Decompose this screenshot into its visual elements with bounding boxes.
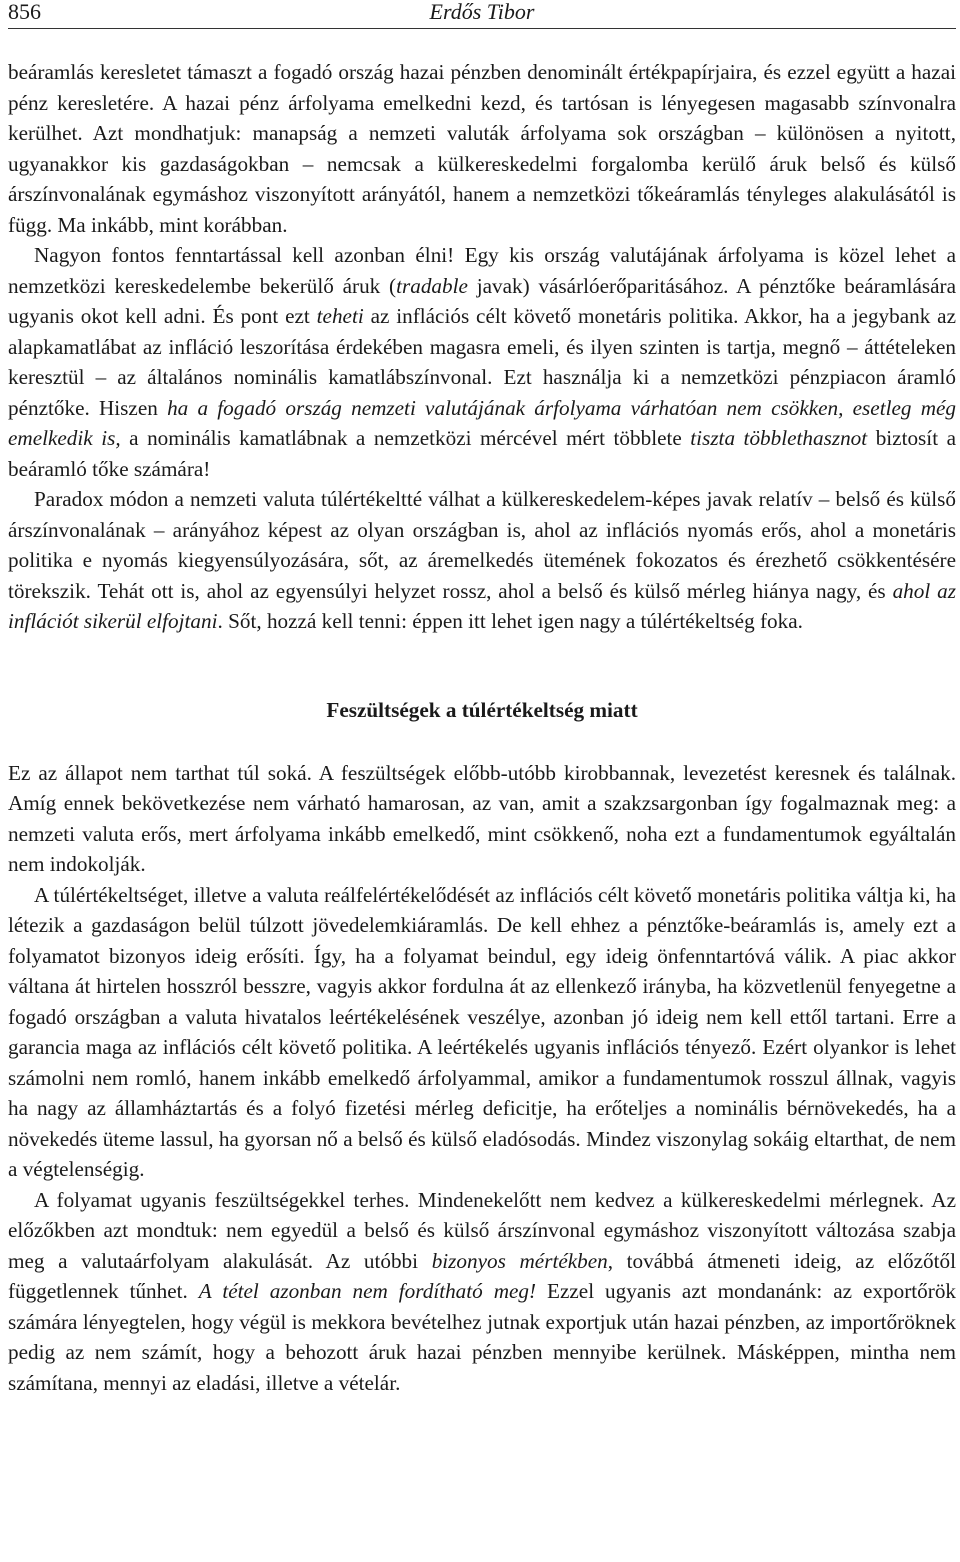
running-head: Erdős Tibor	[429, 0, 535, 24]
article-body	[8, 57, 956, 1398]
italic-text: bizonyos mértékben	[431, 1248, 608, 1273]
text-run: , továbbá átmeneti ideig, az előzőtől függetlennek tűnhet.	[8, 1248, 956, 1303]
page	[8, 0, 956, 1398]
paragraph	[8, 484, 956, 637]
page-header	[8, 0, 956, 29]
paragraph	[8, 240, 956, 484]
text-run: Ez az állapot nem tarthat túl soká. A feszültségek előbb-utóbb kirobbannak, levezetést keresnek és találnak. Amíg ennek bekövetkezése nem várható hamarosan, az van, amit a szakzsargonban így fogalmaznak meg: a nemzeti valuta erős, mert árfolyama inkább emelkedő, mint csökkenő, noha ezt a fundamentumok egyáltalán nem indokolják.	[8, 760, 956, 876]
text-run: javak) vásárlóerőparitásához. A pénztőke beáramlására ugyanis okot kell adni. És pont ezt	[8, 273, 956, 328]
text-run: . Sőt, hozzá kell tenni: éppen itt lehet igen nagy a túlértékeltség foka.	[217, 609, 803, 633]
text-run: A túlértékeltséget, illetve a valuta reálfelértékelődését az inflációs célt követő monetáris politika váltja ki, ha létezik a gazdaságon belül túlzott jövedelemkiáramlás. De kell ehhez a pénztőke-beáramlás is, amely ezt a folyamatot bizonyos ideig erősíti. Így, ha a folyamat beindul, egy ideig önfenntartóvá válik. A piac akkor váltana át hirtelen hosszról besszre, vagyis akkor fordulna át az ellenkező irányba, ha közvetlenül fenyegetne a fogadó országban a valuta hivatalos leértékelésének veszélye, azonban jó ideig nem kell ettől tartani. Erre a garancia maga az inflációs célt követő politika. A leértékelés ugyanis inflációs tényező. Ezért olyankor is lehet számolni nem romló, hanem inkább emelkedő árfolyammal, amikor a fundamentumok rosszul állnak, vagyis ha nagy az államháztartás és a folyó fizetési mérleg deficitje, ha erőteljes a nominális bérnövekedés, ha a növekedés üteme lassul, ha gyorsan nő a belső és külső eladósodás. Mindez viszonylag sokáig eltarthat, de nem a végtelenségig.	[8, 882, 956, 1181]
text-run: az inflációs célt követő monetáris politika. Akkor, ha a jegybank az alapkamatlábat az infláció leszorítása érdekében magasra emeli, és ilyen szinten is tartja, megnő – áttételeken keresztül – az általános nominális kamatlábszínvonal. Ezt használja ki a nemzetközi pénzpiacon áramló pénztőke. Hiszen	[8, 304, 956, 420]
text-run: A folyamat ugyanis feszültségekkel terhes. Mindenekelőtt nem kedvez a külkereskedelmi mérlegnek. Az előzőkben azt mondtuk: nem egyedül a belső és külső árszínvonal egymáshoz viszonyított változása szabja meg a valutaárfolyam alakulását. Az utóbbi	[8, 1187, 956, 1273]
text-run: a nominális kamatlábnak a nemzetközi mércével mért többlete	[120, 426, 691, 450]
paragraph	[8, 57, 956, 240]
paragraph	[8, 880, 956, 1185]
text-run: biztosít a beáramló tőke számára!	[8, 426, 956, 481]
italic-text: A tétel azonban nem fordítható meg!	[198, 1279, 537, 1303]
section-heading: Feszültségek a túlértékeltség miatt	[326, 697, 638, 722]
italic-text: tradable	[396, 273, 468, 298]
italic-text: tiszta többlethasznot	[690, 426, 868, 450]
italic-text: teheti	[316, 304, 364, 328]
text-run: Nagyon fontos fenntartással kell azonban élni! Egy kis ország valutájának árfolyama is közel lehet a nemzetközi kereskedelembe bekerülő áruk (	[8, 243, 956, 298]
italic-text: ahol az inflációt sikerül elfojtani	[8, 578, 956, 633]
page-number: 856	[8, 0, 41, 24]
text-run: beáramlás keresletet támaszt a fogadó ország hazai pénzben denominált értékpapírjaira, és ezzel együtt a hazai pénz keresletére. A hazai pénz árfolyama emelkedni kezd, és tartósan is lényegesen magasabb színvonalra kerülhet. Azt mondhatjuk: manapság a nemzeti valuták árfolyama sok országban – különösen a nyitott, ugyanakkor kis gazdaságokban – nemcsak a külkereskedelmi forgalomba kerülő áruk belső és külső árszínvonalának egymáshoz viszonyított arányától, hanem a nemzetközi tőkeáramlás tényleges alakulásától is függ. Ma inkább, mint korábban.	[8, 60, 956, 237]
text-run: Ezzel ugyanis azt mondanánk: az exportőrök számára lényegtelen, hogy végül is mekkora bevételhez jutnak exportjuk után hazai pénzben, az importőröknek pedig az nem számít, hogy a behozott áruk hazai pénzben mennyibe kerülnek. Másképpen, mintha nem számítana, mennyi az eladási, illetve a vételár.	[8, 1279, 957, 1395]
italic-text: ha a fogadó ország nemzeti valutájának árfolyama várhatóan nem csökken, esetleg még emelkedik is,	[8, 395, 956, 450]
paragraph	[8, 758, 956, 880]
paragraph	[8, 1185, 956, 1399]
text-run: Paradox módon a nemzeti valuta túlértékeltté válhat a külkereskedelem-képes javak relatív – belső és külső árszínvonalának – arányához képest az olyan országban is, ahol az inflációs nyomás erős, ahol a monetáris politika e nyomás kiegyensúlyozására, sőt, az áremelkedés ütemének fokozatos és érezhető csökkentésére törekszik. Tehát ott is, ahol az egyensúlyi helyzet rossz, ahol a belső és külső mérleg hiánya nagy, és	[8, 487, 956, 603]
